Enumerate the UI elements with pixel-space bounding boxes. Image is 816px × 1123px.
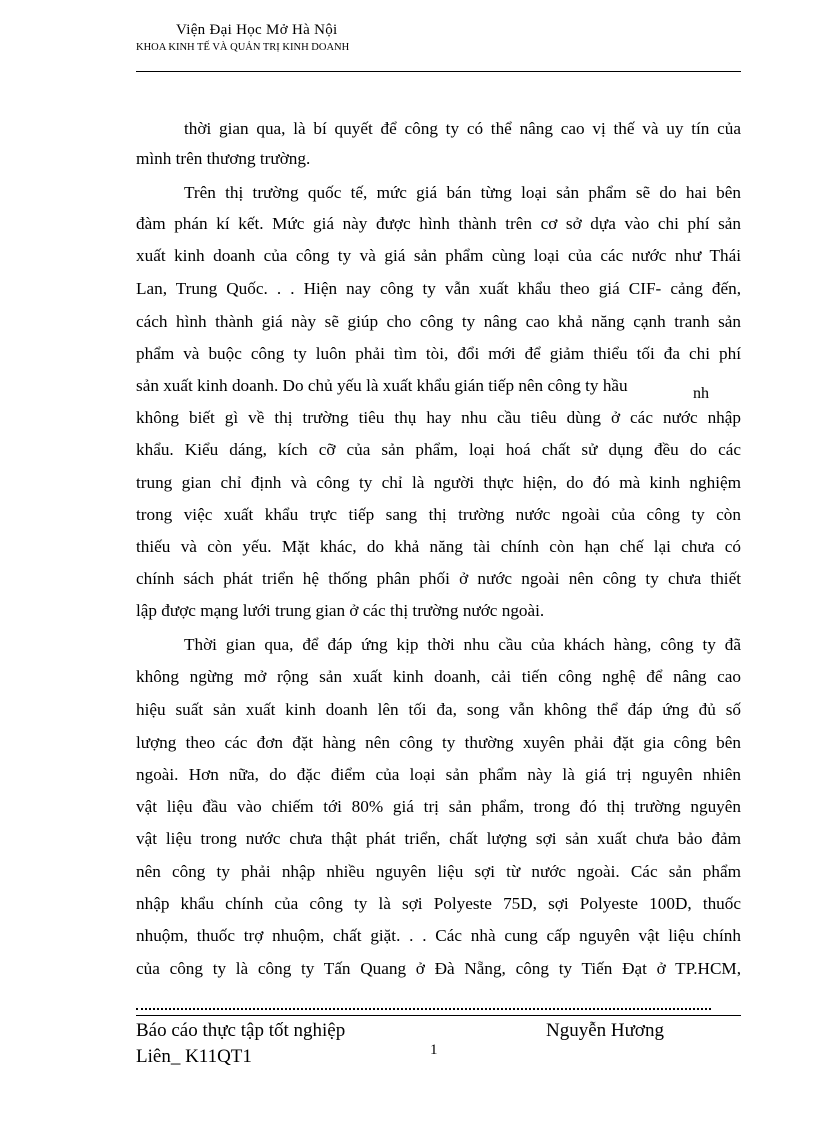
- header-divider: [136, 71, 741, 72]
- body-line-1: thời gian qua, là bí quyết để công ty có thể nâng cao vị thế và uy tín của: [184, 119, 741, 138]
- footer-report-label: Báo cáo thực tập tốt nghiệp: [136, 1020, 346, 1041]
- body-line-23: vật liệu trong nước chưa thật phát triển, chất lượng sợi sản xuất chưa bảo đảm: [136, 829, 741, 848]
- body-line-8: phẩm và buộc công ty luôn phải tìm tòi, đổi mới để giảm thiểu tối đa chi phí: [136, 344, 741, 363]
- body-line-6: Lan, Trung Quốc. . . Hiện nay công ty vẫn xuất khẩu theo giá CIF- cảng đến,: [136, 279, 741, 298]
- body-line-24: nên công ty phải nhập nhiều nguyên liệu sợi từ nước ngoài. Các sản phẩm: [136, 862, 741, 881]
- body-line-13: trong việc xuất khẩu trực tiếp sang thị trường nước ngoài của công ty còn: [136, 505, 741, 524]
- body-line-26: nhuộm, thuốc trợ nhuộm, chất giặt. . . Các nhà cung cấp nguyên vật liệu chính: [136, 926, 741, 945]
- body-line-19: hiệu suất sản xuất kinh doanh lên tối đa, song vẫn không thể đáp ứng đủ số: [136, 700, 741, 719]
- footer-dotted-rule: [136, 998, 711, 1010]
- body-line-9: sản xuất kinh doanh. Do chủ yếu là xuất khẩu gián tiếp nên công ty hầu: [136, 376, 628, 395]
- body-line-7: cách hình thành giá này sẽ giúp cho công ty nâng cao khả năng cạnh tranh sản: [136, 312, 741, 331]
- footer-divider: [136, 1015, 741, 1016]
- body-line-2: mình trên thương trường.: [136, 149, 311, 168]
- body-line-25: nhập khẩu chính của công ty là sợi Polyeste 75D, sợi Polyeste 100D, thuốc: [136, 894, 741, 913]
- page-number: 1: [430, 1042, 438, 1058]
- body-line-27: của công ty là công ty Tấn Quang ở Đà Nẵng, công ty Tiến Đạt ở TP.HCM,: [136, 959, 741, 978]
- body-line-16: lập được mạng lưới trung gian ở các thị trường nước ngoài.: [136, 601, 545, 620]
- header-institution: Viện Đại Học Mở Hà Nội: [176, 22, 338, 38]
- body-line-5: xuất kinh doanh của công ty và giá sản phẩm cùng loại của các nước như Thái: [136, 246, 741, 265]
- body-line-14: thiếu và còn yếu. Mặt khác, do khả năng tài chính còn hạn chế lại chưa có: [136, 537, 741, 556]
- body-line-22: vật liệu đầu vào chiếm tới 80% giá trị sản phẩm, trong đó thị trường nguyên: [136, 797, 741, 816]
- header-faculty: KHOA KINH TẾ VÀ QUẢN TRỊ KINH DOANH: [136, 42, 350, 53]
- body-line-18: không ngừng mở rộng sản xuất kinh doanh, cải tiến công nghệ để nâng cao: [136, 667, 741, 686]
- body-line-12: trung gian chỉ định và công ty chỉ là người thực hiện, do đó mà kinh nghiệm: [136, 473, 741, 492]
- body-line-11: khẩu. Kiểu dáng, kích cỡ của sản phẩm, loại hoá chất sử dụng đều do các: [136, 440, 741, 459]
- margin-note: nh: [693, 385, 709, 402]
- body-line-21: ngoài. Hơn nữa, do đặc điểm của loại sản phẩm này là giá trị nguyên nhiên: [136, 765, 741, 784]
- body-line-20: lượng theo các đơn đặt hàng nên công ty thường xuyên phải đặt gia công bên: [136, 733, 741, 752]
- body-line-4: đàm phán kí kết. Mức giá này được hình thành trên cơ sở dựa vào chi phí sản: [136, 214, 741, 233]
- footer-author: Nguyễn Hương: [546, 1020, 664, 1041]
- body-line-10: không biết gì về thị trường tiêu thụ hay nhu cầu tiêu dùng ở các nước nhập: [136, 408, 741, 427]
- body-line-3: Trên thị trường quốc tế, mức giá bán từng loại sản phẩm sẽ do hai bên: [184, 183, 741, 202]
- body-line-17: Thời gian qua, để đáp ứng kịp thời nhu cầu của khách hàng, công ty đã: [184, 635, 741, 654]
- footer-class-label: Liên_ K11QT1: [136, 1046, 252, 1067]
- body-line-15: chính sách phát triển hệ thống phân phối ở nước ngoài nên công ty chưa thiết: [136, 569, 741, 588]
